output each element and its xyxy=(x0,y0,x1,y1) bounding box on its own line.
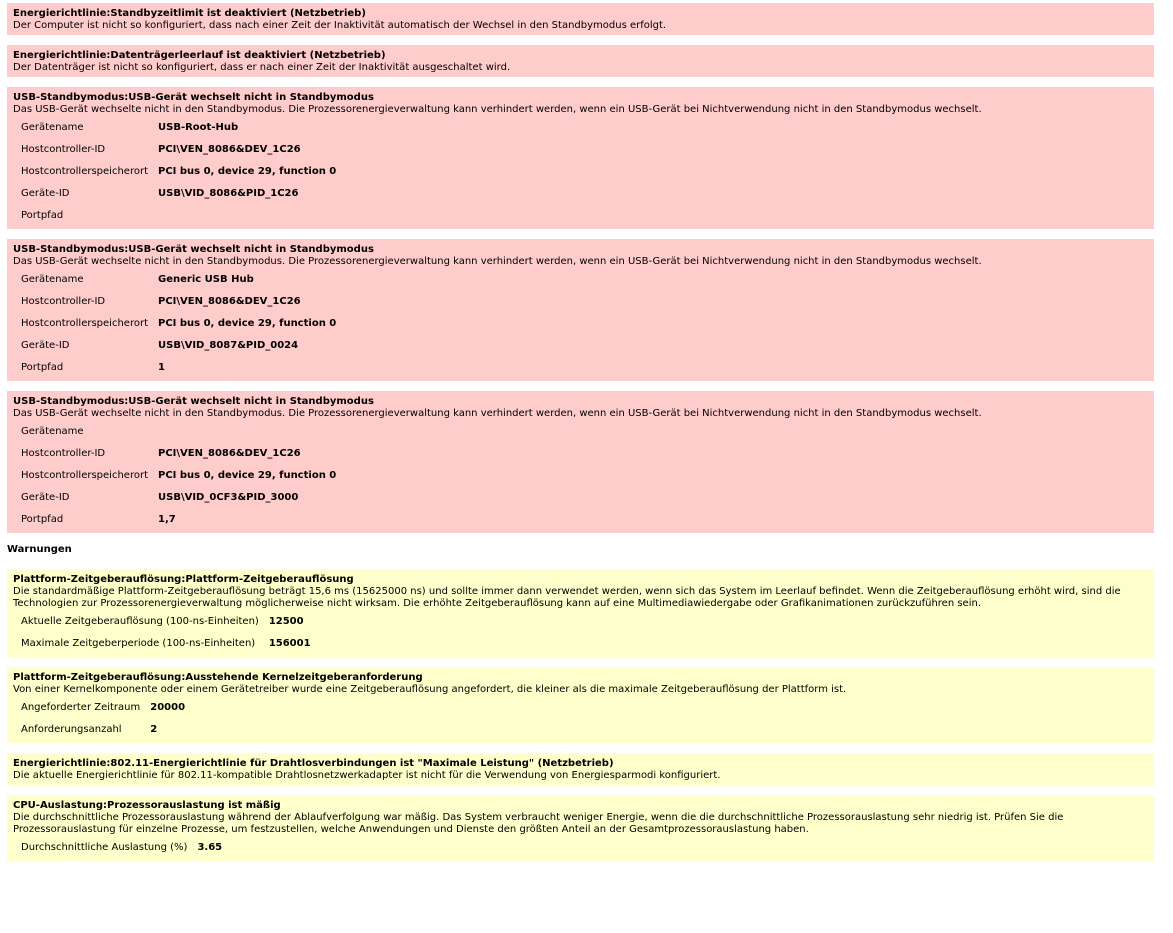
warning-description: Von einer Kernelkomponente oder einem Gerätetreiber wurde eine Zeitgeberauflösung angefordert, die kleiner als die maximale Zeitgeberauflösung der Plattform ist. xyxy=(13,684,847,695)
property-label: Geräte-ID xyxy=(21,491,70,503)
property-row xyxy=(15,420,342,442)
property-value: PCI\VEN_8086&DEV_1C26 xyxy=(158,295,301,307)
property-row xyxy=(15,836,228,858)
warning-block xyxy=(7,753,1154,785)
warning-title: Plattform-Zeitgeberauflösung:Plattform-Zeitgeberauflösung xyxy=(13,574,354,585)
property-label: Maximale Zeitgeberperiode (100-ns-Einheiten) xyxy=(21,637,256,649)
property-label: Gerätename xyxy=(21,425,84,437)
warning-block xyxy=(7,667,1154,743)
warning-description: Die durchschnittliche Prozessorauslastung während der Ablaufverfolgung war mäßig. Das System verbraucht weniger Energie, wenn die die durchschnittliche Prozessorauslastung sehr niedrig ist. Prüfen Sie die Prozessorauslastung für einzelne Prozesse, um festzustellen, welche Anwendungen und Dienste den größten Anteil an der Gesamtprozessorauslastung haben. xyxy=(13,812,1064,835)
error-description: Der Datenträger ist nicht so konfiguriert, dass er nach einer Zeit der Inaktivität ausgeschaltet wird. xyxy=(13,62,511,73)
property-table xyxy=(15,610,317,654)
property-label: Hostcontroller-ID xyxy=(21,447,106,459)
property-value: USB\VID_8087&PID_0024 xyxy=(158,339,299,351)
property-row xyxy=(15,610,317,632)
property-label: Portpfad xyxy=(21,513,64,525)
property-label: Hostcontrollerspeicherort xyxy=(21,317,148,329)
warning-title: Energierichtlinie:802.11-Energierichtlinie für Drahtlosverbindungen ist "Maximale Leistung" (Netzbetrieb) xyxy=(13,758,614,769)
error-block xyxy=(7,391,1154,533)
property-label: Portpfad xyxy=(21,361,64,373)
property-value xyxy=(154,420,342,442)
property-row xyxy=(15,160,342,182)
error-title: USB-Standbymodus:USB-Gerät wechselt nicht in Standbymodus xyxy=(13,396,374,407)
property-row xyxy=(15,442,342,464)
error-title: USB-Standbymodus:USB-Gerät wechselt nicht in Standbymodus xyxy=(13,244,374,255)
property-row xyxy=(15,312,342,334)
property-table xyxy=(15,268,342,378)
property-table xyxy=(15,116,342,226)
warning-title: CPU-Auslastung:Prozessorauslastung ist mäßig xyxy=(13,800,281,811)
property-row xyxy=(15,334,342,356)
property-value: Generic USB Hub xyxy=(158,273,254,285)
property-row xyxy=(15,464,342,486)
property-row xyxy=(15,486,342,508)
property-value: 20000 xyxy=(150,701,186,713)
property-row xyxy=(15,632,317,654)
property-value: USB-Root-Hub xyxy=(158,121,239,133)
property-label: Portpfad xyxy=(21,209,64,221)
property-label: Gerätename xyxy=(21,273,84,285)
property-row xyxy=(15,268,342,290)
property-row xyxy=(15,290,342,312)
error-block xyxy=(7,239,1154,381)
property-value: PCI\VEN_8086&DEV_1C26 xyxy=(158,143,301,155)
property-value: 1,7 xyxy=(158,513,176,525)
property-label: Angeforderter Zeitraum xyxy=(21,701,141,713)
property-value: 1 xyxy=(158,361,165,373)
property-label: Gerätename xyxy=(21,121,84,133)
property-label: Hostcontroller-ID xyxy=(21,295,106,307)
property-row xyxy=(15,204,342,226)
property-value: 2 xyxy=(150,723,158,735)
property-label: Geräte-ID xyxy=(21,187,70,199)
property-value: PCI bus 0, device 29, function 0 xyxy=(158,317,337,329)
property-row xyxy=(15,508,342,530)
property-value: PCI bus 0, device 29, function 0 xyxy=(158,165,337,177)
property-label: Anforderungsanzahl xyxy=(21,723,122,735)
property-value xyxy=(154,204,342,226)
error-title: USB-Standbymodus:USB-Gerät wechselt nicht in Standbymodus xyxy=(13,92,374,103)
property-label: Durchschnittliche Auslastung (%) xyxy=(21,841,188,853)
error-title: Energierichtlinie:Standbyzeitlimit ist deaktiviert (Netzbetrieb) xyxy=(13,8,366,19)
error-block xyxy=(7,45,1154,77)
warning-block xyxy=(7,569,1154,657)
warning-block xyxy=(7,795,1154,861)
property-value: PCI\VEN_8086&DEV_1C26 xyxy=(158,447,301,459)
property-row xyxy=(15,718,191,740)
property-value: 3.65 xyxy=(197,841,223,853)
property-label: Hostcontrollerspeicherort xyxy=(21,469,148,481)
warnings-heading: Warnungen xyxy=(7,544,72,555)
property-label: Hostcontroller-ID xyxy=(21,143,106,155)
error-description: Der Computer ist nicht so konfiguriert, dass nach einer Zeit der Inaktivität automatisch der Wechsel in den Standbymodus erfolgt. xyxy=(13,20,667,31)
warning-title: Plattform-Zeitgeberauflösung:Ausstehende Kernelzeitgeberanforderung xyxy=(13,672,423,683)
property-value: PCI bus 0, device 29, function 0 xyxy=(158,469,337,481)
error-title: Energierichtlinie:Datenträgerleerlauf ist deaktiviert (Netzbetrieb) xyxy=(13,50,386,61)
property-table xyxy=(15,836,228,858)
property-label: Aktuelle Zeitgeberauflösung (100-ns-Einheiten) xyxy=(21,615,259,627)
property-row xyxy=(15,356,342,378)
property-value: 156001 xyxy=(268,637,311,649)
property-table xyxy=(15,420,342,530)
property-value: 12500 xyxy=(268,615,304,627)
warning-description: Die standardmäßige Plattform-Zeitgeberauflösung beträgt 15,6 ms (15625000 ns) und sollte immer dann verwendet werden, wenn sich das System im Leerlauf befindet. Wenn die Zeitgeberauflösung erhöht wird, sind die Technologien zur Prozessorenergieverwaltung möglicherweise nicht wirksam. Die erhöhte Zeitgeberauflösung kann auf eine Multimediawiedergabe oder Grafikanimationen zurückzuführen sein. xyxy=(13,586,1121,609)
error-description: Das USB-Gerät wechselte nicht in den Standbymodus. Die Prozessorenergieverwaltung kann verhindert werden, wenn ein USB-Gerät bei Nichtverwendung nicht in den Standbymodus wechselt. xyxy=(13,104,982,115)
property-label: Geräte-ID xyxy=(21,339,70,351)
property-row xyxy=(15,138,342,160)
property-row xyxy=(15,116,342,138)
error-description: Das USB-Gerät wechselte nicht in den Standbymodus. Die Prozessorenergieverwaltung kann verhindert werden, wenn ein USB-Gerät bei Nichtverwendung nicht in den Standbymodus wechselt. xyxy=(13,408,982,419)
property-row xyxy=(15,182,342,204)
property-value: USB\VID_8086&PID_1C26 xyxy=(158,187,299,199)
error-block xyxy=(7,87,1154,229)
warning-description: Die aktuelle Energierichtlinie für 802.11-kompatible Drahtlosnetzwerkadapter ist nicht für die Verwendung von Energiesparmodi konfiguriert. xyxy=(13,770,721,781)
property-table xyxy=(15,696,191,740)
error-block xyxy=(7,3,1154,35)
error-description: Das USB-Gerät wechselte nicht in den Standbymodus. Die Prozessorenergieverwaltung kann verhindert werden, wenn ein USB-Gerät bei Nichtverwendung nicht in den Standbymodus wechselt. xyxy=(13,256,982,267)
property-label: Hostcontrollerspeicherort xyxy=(21,165,148,177)
property-row xyxy=(15,696,191,718)
property-value: USB\VID_0CF3&PID_3000 xyxy=(158,491,299,503)
